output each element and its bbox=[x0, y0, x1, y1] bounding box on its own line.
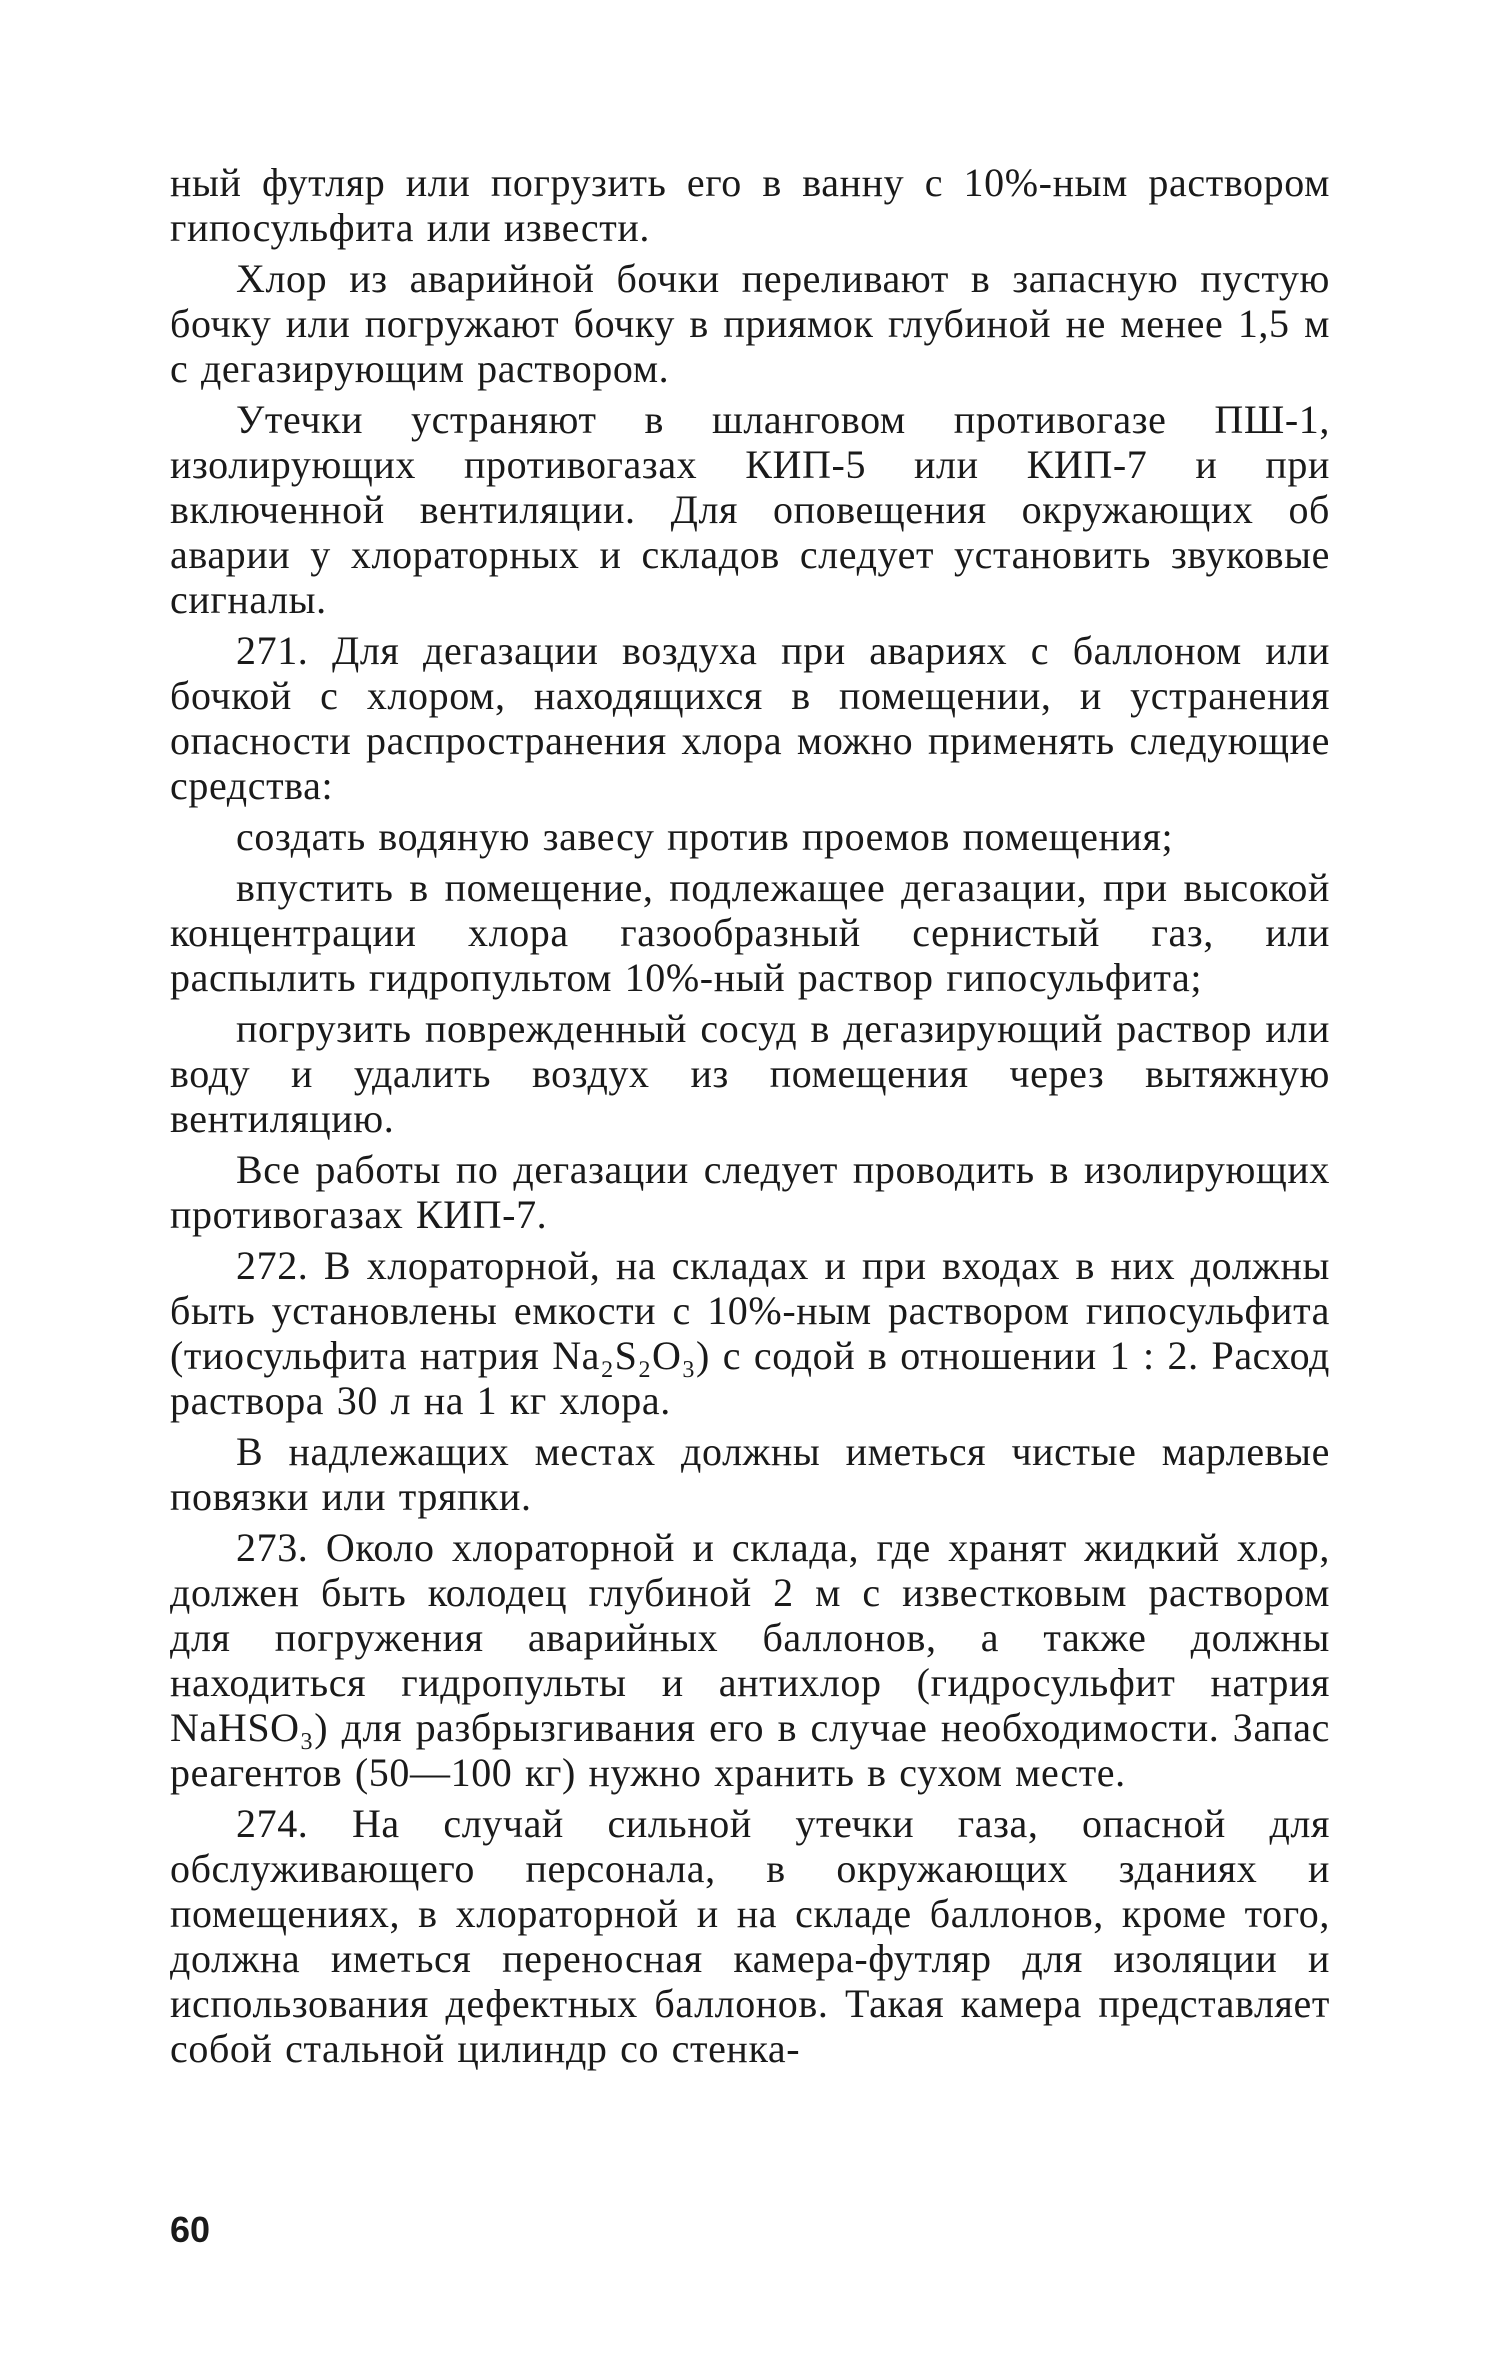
paragraph-272: 272. В хлораторной, на складах и при входах в них должны быть установлены емкости с 10%-ным раствором гипосульфита (тиосульфита натрия Na₂S₂O₃) с содой в отношении 1 : 2. Расход раствора 30 л на 1 кг хлора. bbox=[170, 1243, 1330, 1423]
list-item: погрузить поврежденный сосуд в дегазирующий раствор или воду и удалить воздух из помещения через вытяжную вентиляцию. bbox=[170, 1006, 1330, 1141]
paragraph: Все работы по дегазации следует проводить в изолирующих противогазах КИП-7. bbox=[170, 1147, 1330, 1237]
paragraph: ный футляр или погрузить его в ванну с 10%-ным раствором гипосульфита или извести. bbox=[170, 160, 1330, 250]
paragraph: Хлор из аварийной бочки переливают в запасную пустую бочку или погружают бочку в приямок глубиной не менее 1,5 м с дегазирующим раствором. bbox=[170, 256, 1330, 391]
page-body bbox=[170, 160, 1330, 2077]
paragraph: Утечки устраняют в шланговом противогазе ПШ-1, изолирующих противогазах КИП-5 или КИП-7 и при включенной вентиляции. Для оповещения окружающих об аварии у хлораторных и складов следует установить звуковые сигналы. bbox=[170, 397, 1330, 622]
page-number: 60 bbox=[170, 2209, 211, 2250]
paragraph: В надлежащих местах должны иметься чистые марлевые повязки или тряпки. bbox=[170, 1429, 1330, 1519]
paragraph-273: 273. Около хлораторной и склада, где хранят жидкий хлор, должен быть колодец глубиной 2 м с известковым раствором для погружения аварийных баллонов, а также должны находиться гидропульты и антихлор (гидросульфит натрия NaHSO₃) для разбрызгивания его в случае необходимости. Запас реагентов (50—100 кг) нужно хранить в сухом месте. bbox=[170, 1525, 1330, 1795]
list-item: впустить в помещение, подлежащее дегазации, при высокой концентрации хлора газообразный сернистый газ, или распылить гидропультом 10%-ный раствор гипосульфита; bbox=[170, 865, 1330, 1000]
paragraph-274: 274. На случай сильной утечки газа, опасной для обслуживающего персонала, в окружающих зданиях и помещениях, в хлораторной и на складе баллонов, кроме того, должна иметься переносная камера-футляр для изоляции и использования дефектных баллонов. Такая камера представляет собой стальной цилиндр со стенка- bbox=[170, 1801, 1330, 2071]
list-item: создать водяную завесу против проемов помещения; bbox=[236, 814, 1174, 859]
paragraph-271: 271. Для дегазации воздуха при авариях с баллоном или бочкой с хлором, находящихся в помещении, и устранения опасности распространения хлора можно применять следующие средства: bbox=[170, 628, 1330, 808]
